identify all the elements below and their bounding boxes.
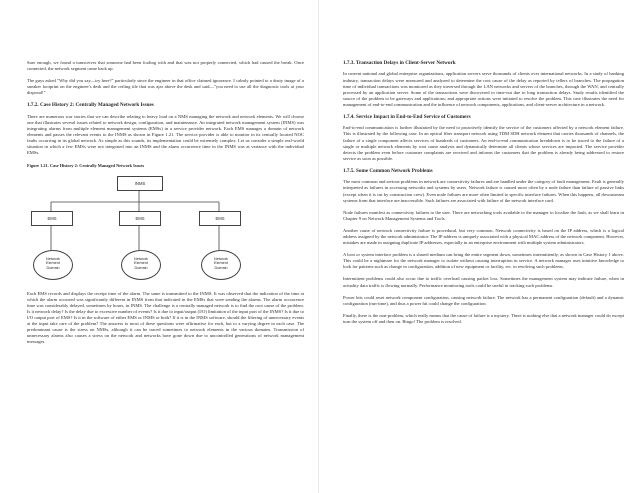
inms-diagram — [27, 172, 305, 285]
cloud-label-line-1: Network — [134, 256, 148, 261]
network-domain-cloud-2 — [121, 250, 161, 280]
ems-box-3: EMS — [199, 211, 241, 226]
cloud-label-line-3: Domain — [46, 266, 60, 271]
right-paragraph-3: The most common and serious problems in network are connectivity failures and are handled under the category of fault management. Fault is generally interpreted as failures in accessing networks and systems by users. Network failure is caused more often by a node failure than failure of passive links (except when it is cut by construction crew). Even node failures are more often limited to specific interface failures. When this happens, all downstream systems from that interface are inaccessible. Such failures are associated with failure of the network interface card. — [343, 179, 624, 203]
right-paragraph-5: Another cause of network connectivity failure is procedural, but very common. Network connectivity is based on the IP address, which is a logical address assigned by the network administrator. The IP address is uniquely associated with a physical MAC address of the network component. However, mistakes are made in assigning duplicate IP addresses, especially in an enterprise environment with multiple system administrators. — [343, 227, 624, 246]
left-paragraph-2: The guys asked "Why did you say—try here?" particularly since the engineer in that office claimed ignorance. I calmly pointed to a dusty image of a sneaker footprint on the engineer's desk and the ceiling tile that was ajar above the desk and said—"you need to use all the diagnostic tools at your disposal!" — [27, 78, 304, 96]
ems-box-2: EMS — [119, 211, 161, 226]
cloud-label-line-2: Element — [46, 261, 60, 266]
left-paragraph-1: Sure enough, we found a transceiver that someone had been fooling with and that was not properly connected, which had caused the break. Once connected, the network segment came back up. — [27, 60, 304, 72]
figure-caption: Figure 1.21. Case History 2: Centrally Managed Network Issues — [27, 162, 145, 168]
cloud-label-line-3: Domain — [134, 266, 148, 271]
cloud-label-line-3: Domain — [214, 266, 228, 271]
section-heading-service-impact: 1.7.4. Service Impact in End-to-End Service of Customers — [343, 113, 471, 120]
right-paragraph-9: Finally, there is the non-problem, which really means that the cause of failure is a mystery. There is nothing else that a network manager could do except turn the system off and then on. Bingo! The problem is resolved. — [343, 312, 624, 324]
cloud-label-line-1: Network — [214, 256, 228, 261]
section-heading-transaction-delays: 1.7.3. Transaction Delays in Client-Server Network — [343, 60, 456, 66]
right-paragraph-6: A host or system interface problem is a shared medium can bring the entire segment down, sometimes intermittently, as shown in Case History 1 above. This could be a nightmare for the network manager to isolate without causing interruption in service. A network manager uses intuitive knowledge to look for patterns such as change in configuration, addition of new equipment or facility, etc. in resolving such problems. — [343, 252, 624, 270]
right-paragraph-1: In current national and global enterprise organizations, application servers serve thousands of clients over international networks. In a study of banking industry, transaction delays were measured and analyzed to determine the root cause of the delay as reported by tellers of branches. The propagation time of individual transactions was monitored as they traversed through the LAN networks and servers of the branches, through the WAN, and centrally processed by an application server. Some of the transactions were discovered to time-out due to long transaction delays. Study results identified the source of the problem to be gateways and applications; and appropriate actions were initiated to resolve the problem. This case illustrates the need for management of end-to-end communication and the influence of network components, applications, and client-server architecture in a network. — [343, 71, 624, 107]
ems-box-1: EMS — [31, 211, 73, 226]
section-heading-common-problems: 1.7.5. Some Common Network Problems — [343, 167, 433, 174]
left-paragraph-4: Each EMS records and displays the receipt time of the alarm. The same is transmitted to the INMS. It was observed that the indication of the time at which the alarm occurred was significantly different in INMS from that indicated in the EMSs that were sending the alarms. The alarm occurrence time was considerably delayed, sometimes by hours, in INMS. The challenge is a centrally managed network is to find the root cause of the problem. Is it network delay? Is the delay due to excessive number of events? Is it due to input/output (I/O) limitation of the input port of the INMS? Is it due to I/O output port of EMS? Is it in the software of either EMS or INMS or both? If it is in the INMS software, should the filtering of unnecessary events at the input take care of the problem? The answers to most of these questions were affirmative for each, but to a varying degree in each case. The predominant cause is the stress on NMSs, although it can be traced sometimes to network elements in the various domains. Transmission of unnecessary alarms also causes a stress on the network and networks have gone down due to uncontrolled generations of network management messages. — [27, 290, 304, 345]
right-page — [319, 0, 638, 493]
right-paragraph-2: End-to-end communication is further illustrated by the need to proactively identify the service of the customers affected by a network element failure. This is illustrated by the following case. In an optical fiber transport network using TDM SDH network element that carries thousands of channels, the failure of a single component affects services of hundreds of customers. An end-to-end communication breakdown is to be traced to the failure of a single or multiple network elements by root cause analysis and dynamically determine all clients whose services are impacted. The service provider detects the problem even before customer complaints are received and informs the customers that the problem is already being addressed to restore service as soon as possible. — [343, 125, 624, 161]
right-paragraph-8: Power hits could reset network component configuration, causing network failure. The network has a permanent configuration (default) and a dynamic configuration (run-time), and thus a power hit could change the configuration. — [343, 294, 624, 306]
network-domain-cloud-1 — [33, 250, 73, 280]
network-domain-cloud-3 — [201, 250, 241, 280]
right-paragraph-4: Node failures manifest as connectivity failures to the user. There are networking tools available to the manager to localize the fault, as we shall learn in Chapter 9 on Network Management Systems and Tools. — [343, 209, 624, 221]
cloud-label-line-1: Network — [46, 256, 60, 261]
right-paragraph-7: Intermittent problems could also occur due to traffic overload causing packet loss. Sometimes the management system may indicate failure, when in actuality data traffic is flowing normally. Performance monitoring tools could be useful in tracking such problems. — [343, 276, 624, 288]
section-heading-case-history-2: 1.7.2. Case History 2: Centrally Managed Network Issues — [27, 102, 154, 109]
cloud-label-line-2: Element — [214, 261, 228, 266]
cloud-label-line-2: Element — [134, 261, 148, 266]
inms-box: INMS — [117, 176, 163, 191]
left-paragraph-3: There are numerous war stories that we can describe relating to heavy load on a NMS managing the network and network elements. We will choose one that illustrates several issues related to network design, configuration, and maintenance. An integrated network management system (INMS) was integrating alarms from multiple element management systems (EMSs) in a service provider network. Each EMS manages a domain of network elements and passes the relevant events to the INMS as shown in Figure 1.21. The service provider is able to monitor in its centrally located NOC faults occurring in its global network. As simple as this sounds, its implementation could be extremely complex. Let us consider a simple real-world situation in which a few EMSs were not integrated into an INMS and the alarm occurrence time in the INMS was at variance with the individual EMSs. — [27, 113, 304, 156]
